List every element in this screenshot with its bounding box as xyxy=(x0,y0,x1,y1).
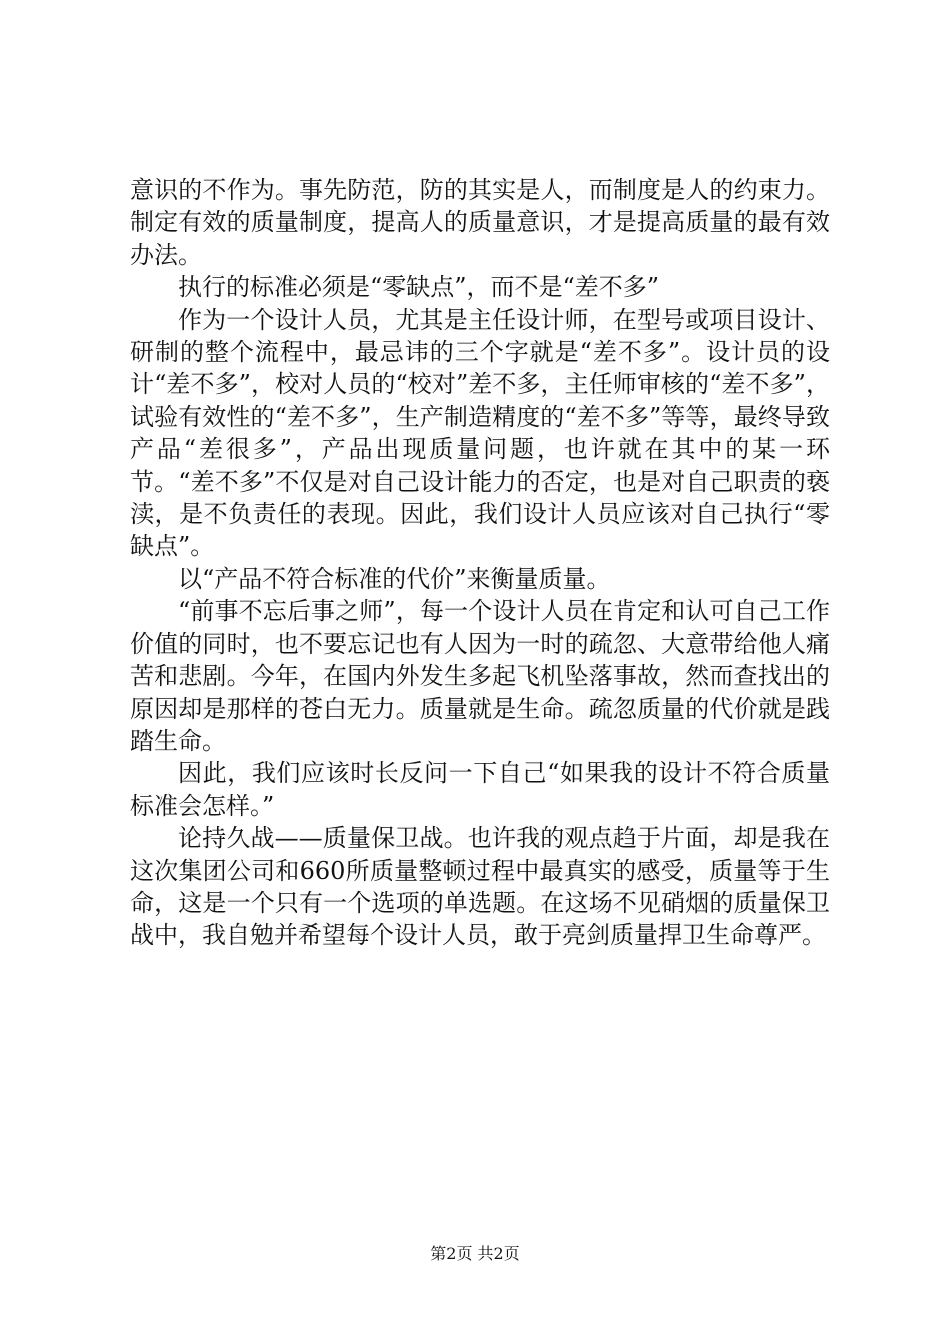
page-number-footer: 第2页 共2页 xyxy=(430,1244,520,1263)
paragraph-designer-duty: 作为一个设计人员，尤其是主任设计师，在型号或项目设计、研制的整个流程中，最忌讳的三个字就是“差不多”。设计员的设计“差不多”，校对人员的“校对”差不多，主任师审核的“差不多”，试验有效性的“差不多”，生产制造精度的“差不多”等等，最终导致产品“差很多”，产品出现质量问题，也许就在其中的某一环节。“差不多”不仅是对自己设计能力的否定，也是对自己职责的亵渎，是不负责任的表现。因此，我们设计人员应该对自己执行“零缺点”。 xyxy=(130,305,830,561)
paragraph-continuation: 意识的不作为。事先防范，防的其实是人，而制度是人的约束力。制定有效的质量制度，提高人的质量意识，才是提高质量的最有效办法。 xyxy=(130,176,830,269)
paragraph-self-question: 因此，我们应该时长反问一下自己“如果我的设计不符合质量标准会怎样。” xyxy=(130,759,830,820)
paragraph-heading-cost: 以“产品不符合标准的代价”来衡量质量。 xyxy=(178,564,611,593)
paragraph-conclusion: 论持久战——质量保卫战。也许我的观点趋于片面，却是我在这次集团公司和660所质量整顿过程中最真实的感受，质量等于生命，这是一个只有一个选项的单选题。在这场不见硝烟的质量保卫战中，我自勉并希望每个设计人员，敢于亮剑质量捍卫生命尊严。 xyxy=(130,824,830,950)
paragraph-heading-zero-defect: 执行的标准必须是“零缺点”，而不是“差不多” xyxy=(178,273,660,302)
paragraph-lessons: “前事不忘后事之师”，每一个设计人员在肯定和认可自己工作价值的同时，也不要忘记也有人因为一时的疏忽、大意带给他人痛苦和悲剧。今年，在国内外发生多起飞机坠落事故，然而查找出的原因却是那样的苍白无力。质量就是生命。疏忽质量的代价就是践踏生命。 xyxy=(130,597,830,755)
document-body xyxy=(130,174,830,952)
